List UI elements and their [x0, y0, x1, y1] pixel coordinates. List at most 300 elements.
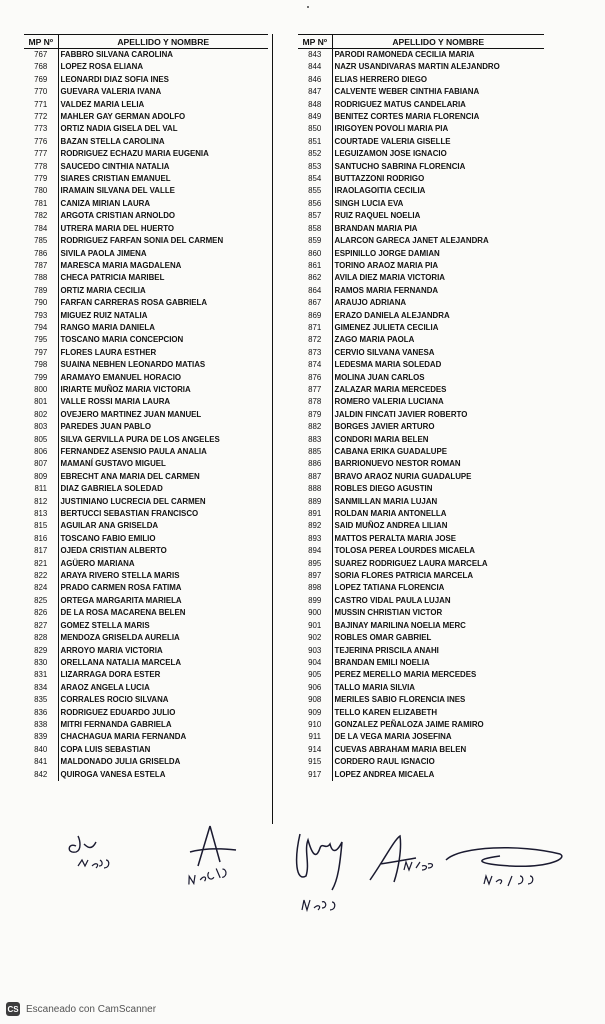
member-name: CUEVAS ABRAHAM MARIA BELEN — [332, 744, 544, 756]
member-name: SUAINA NEBHEN LEONARDO MATIAS — [58, 359, 268, 371]
table-row — [24, 669, 268, 681]
mp-number: 785 — [34, 236, 48, 246]
table-row — [24, 545, 268, 557]
member-name: ARAUJO ADRIANA — [332, 297, 544, 309]
member-name: LEONARDI DIAZ SOFIA INES — [58, 74, 268, 86]
member-name: ORTEGA MARGARITA MARIELA — [58, 595, 268, 607]
table-row — [24, 161, 268, 173]
member-name: VALLE ROSSI MARIA LAURA — [58, 396, 268, 408]
table-row — [24, 372, 268, 384]
table-row — [298, 123, 544, 135]
mp-number: 806 — [34, 447, 48, 456]
mp-number: 878 — [308, 397, 322, 407]
member-name: SANMILLAN MARIA LUJAN — [332, 496, 544, 508]
mp-number: 778 — [34, 161, 48, 171]
mp-number: 859 — [308, 236, 322, 246]
member-name: FLORES LAURA ESTHER — [58, 347, 268, 359]
table-header-right — [298, 35, 544, 49]
mp-number: 889 — [308, 496, 322, 506]
member-name: OJEDA CRISTIAN ALBERTO — [58, 545, 268, 557]
table-row — [298, 769, 544, 781]
member-name: EBRECHT ANA MARIA DEL CARMEN — [58, 471, 268, 483]
mp-number: 851 — [308, 136, 322, 146]
mp-number: 825 — [34, 595, 48, 605]
table-row — [298, 731, 544, 743]
member-name: PRADO CARMEN ROSA FATIMA — [58, 582, 268, 594]
table-row — [298, 533, 544, 545]
mp-number: 911 — [308, 732, 322, 742]
table-row — [24, 731, 268, 743]
table-row — [298, 198, 544, 210]
member-name: RODRIGUEZ FARFAN SONIA DEL CARMEN — [58, 235, 268, 247]
table-row — [24, 61, 268, 73]
member-name: MITRI FERNANDA GABRIELA — [58, 719, 268, 731]
member-name: BRANDAN EMILI NOELIA — [332, 657, 544, 669]
mp-number: 835 — [34, 695, 48, 705]
table-row — [24, 694, 268, 706]
mp-number: 838 — [34, 719, 48, 729]
member-name: ARAMAYO EMANUEL HORACIO — [58, 372, 268, 384]
mp-number: 860 — [308, 248, 322, 258]
mp-number: 843 — [308, 50, 322, 59]
member-name: MARESCA MARIA MAGDALENA — [58, 260, 268, 272]
member-name: ROLDAN MARIA ANTONELLA — [332, 508, 544, 520]
member-name: FERNANDEZ ASENSIO PAULA ANALIA — [58, 446, 268, 458]
mp-number: 894 — [308, 546, 322, 556]
mp-number: 877 — [308, 384, 322, 394]
mp-number: 867 — [308, 298, 322, 308]
table-row — [298, 434, 544, 446]
scanner-text: Escaneado con CamScanner — [26, 1003, 157, 1015]
header-mp: MP Nº — [298, 35, 332, 49]
mp-number: 855 — [308, 186, 322, 196]
member-name: ALARCON GARECA JANET ALEJANDRA — [332, 235, 544, 247]
table-row — [24, 657, 268, 669]
member-name: MATTOS PERALTA MARIA JOSE — [332, 533, 544, 545]
mp-number: 782 — [34, 211, 48, 221]
mp-number: 840 — [34, 744, 48, 754]
mp-number: 879 — [308, 409, 322, 419]
mp-number: 915 — [308, 757, 322, 767]
table-row — [24, 409, 268, 421]
mp-number: 821 — [34, 558, 48, 568]
mp-number: 914 — [308, 744, 322, 754]
members-table-right — [298, 34, 544, 781]
member-name: ARAOZ ANGELA LUCIA — [58, 682, 268, 694]
member-name: BORGES JAVIER ARTURO — [332, 421, 544, 433]
table-row — [24, 744, 268, 756]
table-row — [298, 446, 544, 458]
table-row — [298, 49, 544, 62]
table-row — [24, 384, 268, 396]
mp-number: 904 — [308, 657, 322, 667]
member-name: GONZALEZ PEÑALOZA JAIME RAMIRO — [332, 719, 544, 731]
mp-number: 871 — [308, 322, 322, 332]
mp-number: 831 — [34, 670, 48, 680]
table-row — [298, 570, 544, 582]
table-row — [24, 322, 268, 334]
mp-number: 813 — [34, 509, 48, 519]
table-row — [24, 756, 268, 768]
member-name: ROBLES DIEGO AGUSTIN — [332, 483, 544, 495]
table-row — [298, 210, 544, 222]
member-name: SINGH LUCIA EVA — [332, 198, 544, 210]
table-row — [298, 359, 544, 371]
mp-number: 857 — [308, 211, 322, 221]
member-name: MIGUEZ RUIZ NATALIA — [58, 310, 268, 322]
table-row — [298, 111, 544, 123]
mp-number: 839 — [34, 732, 48, 742]
mp-number: 787 — [34, 260, 48, 270]
table-row — [298, 694, 544, 706]
table-row — [298, 99, 544, 111]
table-row — [24, 99, 268, 111]
table-row — [24, 49, 268, 62]
table-row — [24, 533, 268, 545]
member-name: BUTTAZZONI RODRIGO — [332, 173, 544, 185]
table-row — [24, 483, 268, 495]
header-name: APELLIDO Y NOMBRE — [332, 35, 544, 49]
member-name: CANIZA MIRIAN LAURA — [58, 198, 268, 210]
mp-number: 822 — [34, 571, 48, 581]
mp-number: 886 — [308, 459, 322, 469]
member-name: CABANA ERIKA GUADALUPE — [332, 446, 544, 458]
member-name: CALVENTE WEBER CINTHIA FABIANA — [332, 86, 544, 98]
mp-number: 841 — [34, 757, 48, 767]
camscanner-logo: CS — [6, 1002, 20, 1016]
member-name: ARAYA RIVERO STELLA MARIS — [58, 570, 268, 582]
mp-number: 786 — [34, 248, 48, 258]
table-row — [24, 582, 268, 594]
mp-number: 888 — [308, 484, 322, 494]
mp-number: 798 — [34, 360, 48, 370]
member-name: MOLINA JUAN CARLOS — [332, 372, 544, 384]
signature-mp773 — [364, 830, 444, 890]
member-name: FABBRO SILVANA CAROLINA — [58, 49, 268, 62]
mp-number: 885 — [308, 447, 322, 456]
member-name: VALDEZ MARIA LELIA — [58, 99, 268, 111]
member-name: BRANDAN MARIA PIA — [332, 223, 544, 235]
member-name: TEJERINA PRISCILA ANAHI — [332, 645, 544, 657]
member-name: UTRERA MARIA DEL HUERTO — [58, 223, 268, 235]
mp-number: 893 — [308, 533, 322, 543]
mp-number: 883 — [308, 434, 322, 444]
mp-number: 802 — [34, 409, 48, 419]
scanner-watermark — [6, 1002, 156, 1016]
mp-number: 789 — [34, 285, 48, 295]
signature-mp618 — [180, 818, 250, 898]
signature-mp800 — [286, 820, 356, 916]
table-row — [298, 347, 544, 359]
table-row — [24, 310, 268, 322]
member-name: OVEJERO MARTINEZ JUAN MANUEL — [58, 409, 268, 421]
mp-number: 768 — [34, 62, 48, 72]
member-name: DE LA ROSA MACARENA BELEN — [58, 607, 268, 619]
mp-number: 776 — [34, 136, 48, 146]
member-name: RODRIGUEZ MATUS CANDELARIA — [332, 99, 544, 111]
member-name: BRAVO ARAOZ NURIA GUADALUPE — [332, 471, 544, 483]
table-row — [298, 185, 544, 197]
header-name: APELLIDO Y NOMBRE — [58, 35, 268, 49]
table-row — [24, 595, 268, 607]
table-row — [298, 632, 544, 644]
mp-number: 892 — [308, 521, 322, 531]
member-name: LOPEZ ANDREA MICAELA — [332, 769, 544, 781]
mp-number: 779 — [34, 174, 48, 184]
table-row — [24, 496, 268, 508]
table-row — [24, 297, 268, 309]
table-row — [24, 446, 268, 458]
table-row — [24, 248, 268, 260]
mp-number: 848 — [308, 99, 322, 109]
mp-number: 770 — [34, 87, 48, 97]
member-name: RUIZ RAQUEL NOELIA — [332, 210, 544, 222]
member-name: SORIA FLORES PATRICIA MARCELA — [332, 570, 544, 582]
mp-number: 788 — [34, 273, 48, 283]
member-name: SAID MUÑOZ ANDREA LILIAN — [332, 520, 544, 532]
member-name: SANTUCHO SABRINA FLORENCIA — [332, 161, 544, 173]
table-row — [298, 148, 544, 160]
table-row — [24, 508, 268, 520]
mp-number: 849 — [308, 112, 322, 122]
member-name: AVILA DIEZ MARIA VICTORIA — [332, 272, 544, 284]
mp-number: 844 — [308, 62, 322, 72]
member-name: RODRIGUEZ EDUARDO JULIO — [58, 707, 268, 719]
member-name: DE LA VEGA MARIA JOSEFINA — [332, 731, 544, 743]
table-row — [24, 185, 268, 197]
member-name: ERAZO DANIELA ALEJANDRA — [332, 310, 544, 322]
mp-number: 876 — [308, 372, 322, 382]
member-name: QUIROGA VANESA ESTELA — [58, 769, 268, 781]
mp-number: 873 — [308, 347, 322, 357]
table-row — [24, 458, 268, 470]
member-name: IRIARTE MUÑOZ MARIA VICTORIA — [58, 384, 268, 396]
member-name: ROBLES OMAR GABRIEL — [332, 632, 544, 644]
mp-number: 828 — [34, 633, 48, 643]
table-row — [24, 123, 268, 135]
mp-number: 834 — [34, 682, 48, 692]
table-row — [298, 719, 544, 731]
table-row — [298, 756, 544, 768]
table-row — [298, 396, 544, 408]
mp-number: 858 — [308, 223, 322, 233]
table-row — [24, 620, 268, 632]
table-row — [24, 235, 268, 247]
member-name: LOPEZ TATIANA FLORENCIA — [332, 582, 544, 594]
mp-number: 853 — [308, 161, 322, 171]
mp-number: 856 — [308, 198, 322, 208]
mp-number: 852 — [308, 149, 322, 159]
table-row — [298, 272, 544, 284]
mp-number: 836 — [34, 707, 48, 717]
mp-number: 862 — [308, 273, 322, 283]
table-row — [298, 235, 544, 247]
table-row — [24, 558, 268, 570]
table-row — [298, 508, 544, 520]
member-name: IRAOLAGOITIA CECILIA — [332, 185, 544, 197]
member-name: CHACHAGUA MARIA FERNANDA — [58, 731, 268, 743]
member-name: ARROYO MARIA VICTORIA — [58, 645, 268, 657]
mp-number: 793 — [34, 310, 48, 320]
table-row — [298, 285, 544, 297]
table-row — [24, 359, 268, 371]
member-name: ARGOTA CRISTIAN ARNOLDO — [58, 210, 268, 222]
table-row — [298, 607, 544, 619]
table-row — [298, 297, 544, 309]
member-name: GOMEZ STELLA MARIS — [58, 620, 268, 632]
mp-number: 905 — [308, 670, 322, 680]
table-row — [298, 61, 544, 73]
member-name: AGUILAR ANA GRISELDA — [58, 520, 268, 532]
member-name: IRIGOYEN POVOLI MARIA PIA — [332, 123, 544, 135]
table-row — [24, 148, 268, 160]
member-name: GIMENEZ JULIETA CECILIA — [332, 322, 544, 334]
member-name: ZALAZAR MARIA MERCEDES — [332, 384, 544, 396]
member-name: COPA LUIS SEBASTIAN — [58, 744, 268, 756]
member-name: RANGO MARIA DANIELA — [58, 322, 268, 334]
mp-number: 805 — [34, 434, 48, 444]
table-row — [298, 620, 544, 632]
table-row — [24, 707, 268, 719]
member-name: NAZR USANDIVARAS MARTIN ALEJANDRO — [332, 61, 544, 73]
mp-number: 902 — [308, 633, 322, 643]
mp-number: 809 — [34, 471, 48, 481]
member-name: DIAZ GABRIELA SOLEDAD — [58, 483, 268, 495]
mp-number: 811 — [34, 484, 48, 494]
member-name: CASTRO VIDAL PAULA LUJAN — [332, 595, 544, 607]
member-name: MAMANÍ GUSTAVO MIGUEL — [58, 458, 268, 470]
header-mp: MP Nº — [24, 35, 58, 49]
table-row — [24, 136, 268, 148]
member-name: BARRIONUEVO NESTOR ROMAN — [332, 458, 544, 470]
mp-number: 864 — [308, 285, 322, 295]
member-name: ESPINILLO JORGE DAMIAN — [332, 248, 544, 260]
mp-number: 800 — [34, 384, 48, 394]
mp-number: 773 — [34, 124, 48, 134]
mp-number: 781 — [34, 198, 48, 208]
mp-number: 908 — [308, 695, 322, 705]
member-name: CORRALES ROCIO SILVANA — [58, 694, 268, 706]
member-name: RAMOS MARIA FERNANDA — [332, 285, 544, 297]
table-row — [24, 471, 268, 483]
member-name: SILVA GERVILLA PURA DE LOS ANGELES — [58, 434, 268, 446]
mp-number: 816 — [34, 533, 48, 543]
mp-number: 829 — [34, 645, 48, 655]
table-row — [24, 74, 268, 86]
table-row — [298, 260, 544, 272]
table-row — [24, 173, 268, 185]
mp-number: 830 — [34, 657, 48, 667]
table-row — [24, 86, 268, 98]
mp-number: 807 — [34, 459, 48, 469]
member-name: MERILES SABIO FLORENCIA INES — [332, 694, 544, 706]
mp-number: 869 — [308, 310, 322, 320]
table-row — [24, 223, 268, 235]
table-row — [298, 74, 544, 86]
table-row — [24, 198, 268, 210]
member-name: GUEVARA VALERIA IVANA — [58, 86, 268, 98]
mp-number: 882 — [308, 422, 322, 432]
member-name: ORTIZ MARIA CECILIA — [58, 285, 268, 297]
mp-number: 901 — [308, 620, 322, 630]
mp-number: 827 — [34, 620, 48, 630]
table-row — [298, 136, 544, 148]
mp-number: 777 — [34, 149, 48, 159]
column-divider — [272, 34, 273, 824]
table-row — [298, 471, 544, 483]
table-row — [298, 707, 544, 719]
table-row — [298, 161, 544, 173]
member-name: BERTUCCI SEBASTIAN FRANCISCO — [58, 508, 268, 520]
mp-number: 824 — [34, 583, 48, 593]
mp-number: 917 — [308, 769, 322, 779]
mp-number: 903 — [308, 645, 322, 655]
mp-number: 910 — [308, 719, 322, 729]
table-row — [24, 111, 268, 123]
table-row — [24, 260, 268, 272]
table-row — [24, 570, 268, 582]
member-name: BAZAN STELLA CAROLINA — [58, 136, 268, 148]
table-row — [24, 272, 268, 284]
member-name: ORTIZ NADIA GISELA DEL VAL — [58, 123, 268, 135]
mp-number: 769 — [34, 74, 48, 84]
member-name: BENITEZ CORTES MARIA FLORENCIA — [332, 111, 544, 123]
member-name: TELLO KAREN ELIZABETH — [332, 707, 544, 719]
mp-number: 794 — [34, 322, 48, 332]
table-row — [24, 607, 268, 619]
member-name: TOSCANO MARIA CONCEPCION — [58, 334, 268, 346]
member-name: CONDORI MARIA BELEN — [332, 434, 544, 446]
table-row — [298, 334, 544, 346]
table-row — [298, 458, 544, 470]
member-name: BAJINAY MARILINA NOELIA MERC — [332, 620, 544, 632]
member-name: IRAMAIN SILVANA DEL VALLE — [58, 185, 268, 197]
mp-number: 797 — [34, 347, 48, 357]
mp-number: 897 — [308, 571, 322, 581]
table-row — [298, 545, 544, 557]
table-row — [298, 558, 544, 570]
member-name: ZAGO MARIA PAOLA — [332, 334, 544, 346]
member-name: ORELLANA NATALIA MARCELA — [58, 657, 268, 669]
table-row — [24, 396, 268, 408]
table-row — [298, 657, 544, 669]
table-row — [298, 372, 544, 384]
table-row — [24, 645, 268, 657]
table-row — [298, 645, 544, 657]
member-name: LOPEZ ROSA ELIANA — [58, 61, 268, 73]
member-name: CERVIO SILVANA VANESA — [332, 347, 544, 359]
member-name: ELIAS HERRERO DIEGO — [332, 74, 544, 86]
mp-number: 780 — [34, 186, 48, 196]
member-name: AGÜERO MARIANA — [58, 558, 268, 570]
table-row — [298, 582, 544, 594]
mp-number: 891 — [308, 509, 322, 519]
mp-number: 861 — [308, 260, 322, 270]
mp-number: 854 — [308, 174, 322, 184]
mp-number: 846 — [308, 74, 322, 84]
mp-number: 790 — [34, 298, 48, 308]
table-row — [298, 322, 544, 334]
member-name: FARFAN CARRERAS ROSA GABRIELA — [58, 297, 268, 309]
member-name: MALDONADO JULIA GRISELDA — [58, 756, 268, 768]
member-name: MENDOZA GRISELDA AURELIA — [58, 632, 268, 644]
table-row — [298, 483, 544, 495]
member-name: TOLOSA PEREA LOURDES MICAELA — [332, 545, 544, 557]
table-row — [298, 310, 544, 322]
mp-number: 900 — [308, 608, 322, 618]
member-name: PEREZ MERELLO MARIA MERCEDES — [332, 669, 544, 681]
member-name: LEDESMA MARIA SOLEDAD — [332, 359, 544, 371]
